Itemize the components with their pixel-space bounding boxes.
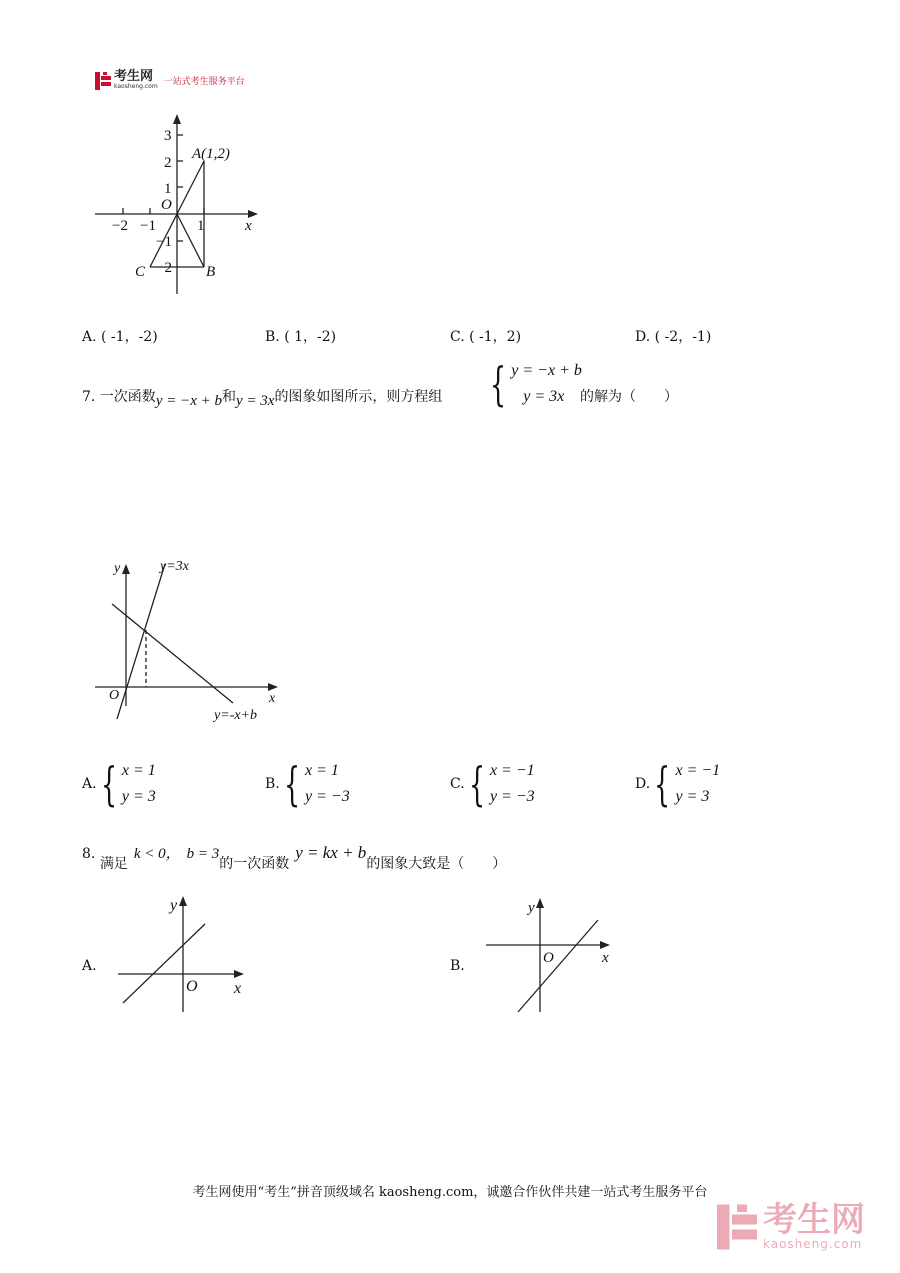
q7-figure <box>90 550 290 730</box>
q7-option-a[interactable]: A. { x = 1 y = 3 <box>82 757 156 811</box>
q7-stem-end: 的解为（ ） <box>580 389 678 405</box>
y-arrow-icon <box>122 564 130 574</box>
logo-domain: kaosheng.com <box>114 83 158 90</box>
q6-option-b[interactable]: B. ( 1，-2) <box>265 329 337 345</box>
origin-label: O <box>161 197 172 213</box>
y-axis-label: y <box>528 900 535 916</box>
logo-name: 考生网 <box>114 69 154 84</box>
q6-option-c[interactable]: C. ( -1，2) <box>450 329 522 345</box>
watermark-logo: 考生网 kaosheng.com <box>717 1203 865 1251</box>
y-tick-label: 1 <box>164 181 172 197</box>
header-logo <box>95 71 245 90</box>
brace-icon: { <box>654 757 671 811</box>
y-arrow-icon <box>536 898 544 908</box>
x-tick-label: 1 <box>197 218 205 234</box>
x-arrow-icon <box>268 683 278 691</box>
line-y-neg-x-b <box>112 604 233 703</box>
q6-option-a[interactable]: A. ( -1，-2) <box>82 329 158 345</box>
x-arrow-icon <box>600 941 610 949</box>
watermark-mark-icon <box>717 1203 757 1251</box>
brace-icon: { <box>283 757 300 811</box>
brace-icon: { <box>100 757 117 811</box>
q8-number: 8. <box>82 846 96 862</box>
q8-option-b-letter[interactable]: B. <box>450 958 465 974</box>
x-tick-label: −1 <box>140 218 156 234</box>
point-A-label: A(1,2) <box>192 146 230 162</box>
x-axis-label: x <box>234 980 242 997</box>
y-axis-label: y <box>170 897 178 914</box>
origin-label: O <box>543 950 554 966</box>
y-tick-label: −1 <box>156 234 172 250</box>
brace-icon: { <box>490 357 507 411</box>
origin-label: O <box>109 688 120 703</box>
q7-option-c[interactable]: C. { x = −1 y = −3 <box>450 757 535 811</box>
y-tick-label: 3 <box>164 128 172 144</box>
point-C-label: C <box>135 264 146 280</box>
q7-system: { y = −x + b y = 3x <box>490 357 582 411</box>
q7-option-b[interactable]: B. { x = 1 y = −3 <box>265 757 350 811</box>
x-tick-label: −2 <box>112 218 128 234</box>
q7-eq1: y = −x + b <box>155 393 222 409</box>
line-label-neg-x-b: y=-x+b <box>214 708 257 723</box>
x-axis-label: x <box>245 218 252 234</box>
brace-icon: { <box>468 757 485 811</box>
y-tick-label: −2 <box>156 260 172 276</box>
x-axis-label: x <box>602 950 609 966</box>
y-tick-label: 2 <box>164 155 172 171</box>
q7-option-d[interactable]: D. { x = −1 y = 3 <box>635 757 721 811</box>
line-label-3x: y=3x <box>160 559 189 574</box>
q8-option-a-letter[interactable]: A. <box>82 958 97 974</box>
origin-label: O <box>186 978 198 995</box>
y-arrow-icon <box>179 896 187 906</box>
q8-option-a-graph[interactable] <box>115 893 250 1013</box>
page-footer: 考生网使用“考生”拼音顶级域名 kaosheng.com，诚邀合作伙伴共建一站式考生服务平台 <box>192 1185 708 1200</box>
q6-figure <box>90 110 270 300</box>
y-arrow-icon <box>173 114 181 124</box>
point-B-label: B <box>206 264 216 280</box>
q7-number: 7. <box>82 389 96 405</box>
x-arrow-icon <box>234 970 244 978</box>
q6-option-d[interactable]: D. ( -2，-1) <box>635 329 712 345</box>
q7-eq2: y = 3x <box>236 393 275 409</box>
logo-mark-icon <box>95 72 111 90</box>
x-axis-label: x <box>269 691 276 706</box>
q8-stem: 8. 满足k < 0， b = 3的一次函数y = kx + b的图象大致是（ ） <box>82 843 507 872</box>
logo-slogan: 一站式考生服务平台 <box>163 77 245 87</box>
x-arrow-icon <box>248 210 258 218</box>
q8-option-b-graph[interactable] <box>480 893 615 1015</box>
y-axis-label: y <box>114 561 121 576</box>
q7-stem: 7. 一次函数y = −x + b和y = 3x的图象如图所示，则方程组 <box>82 389 443 409</box>
graph-line <box>518 920 598 1012</box>
